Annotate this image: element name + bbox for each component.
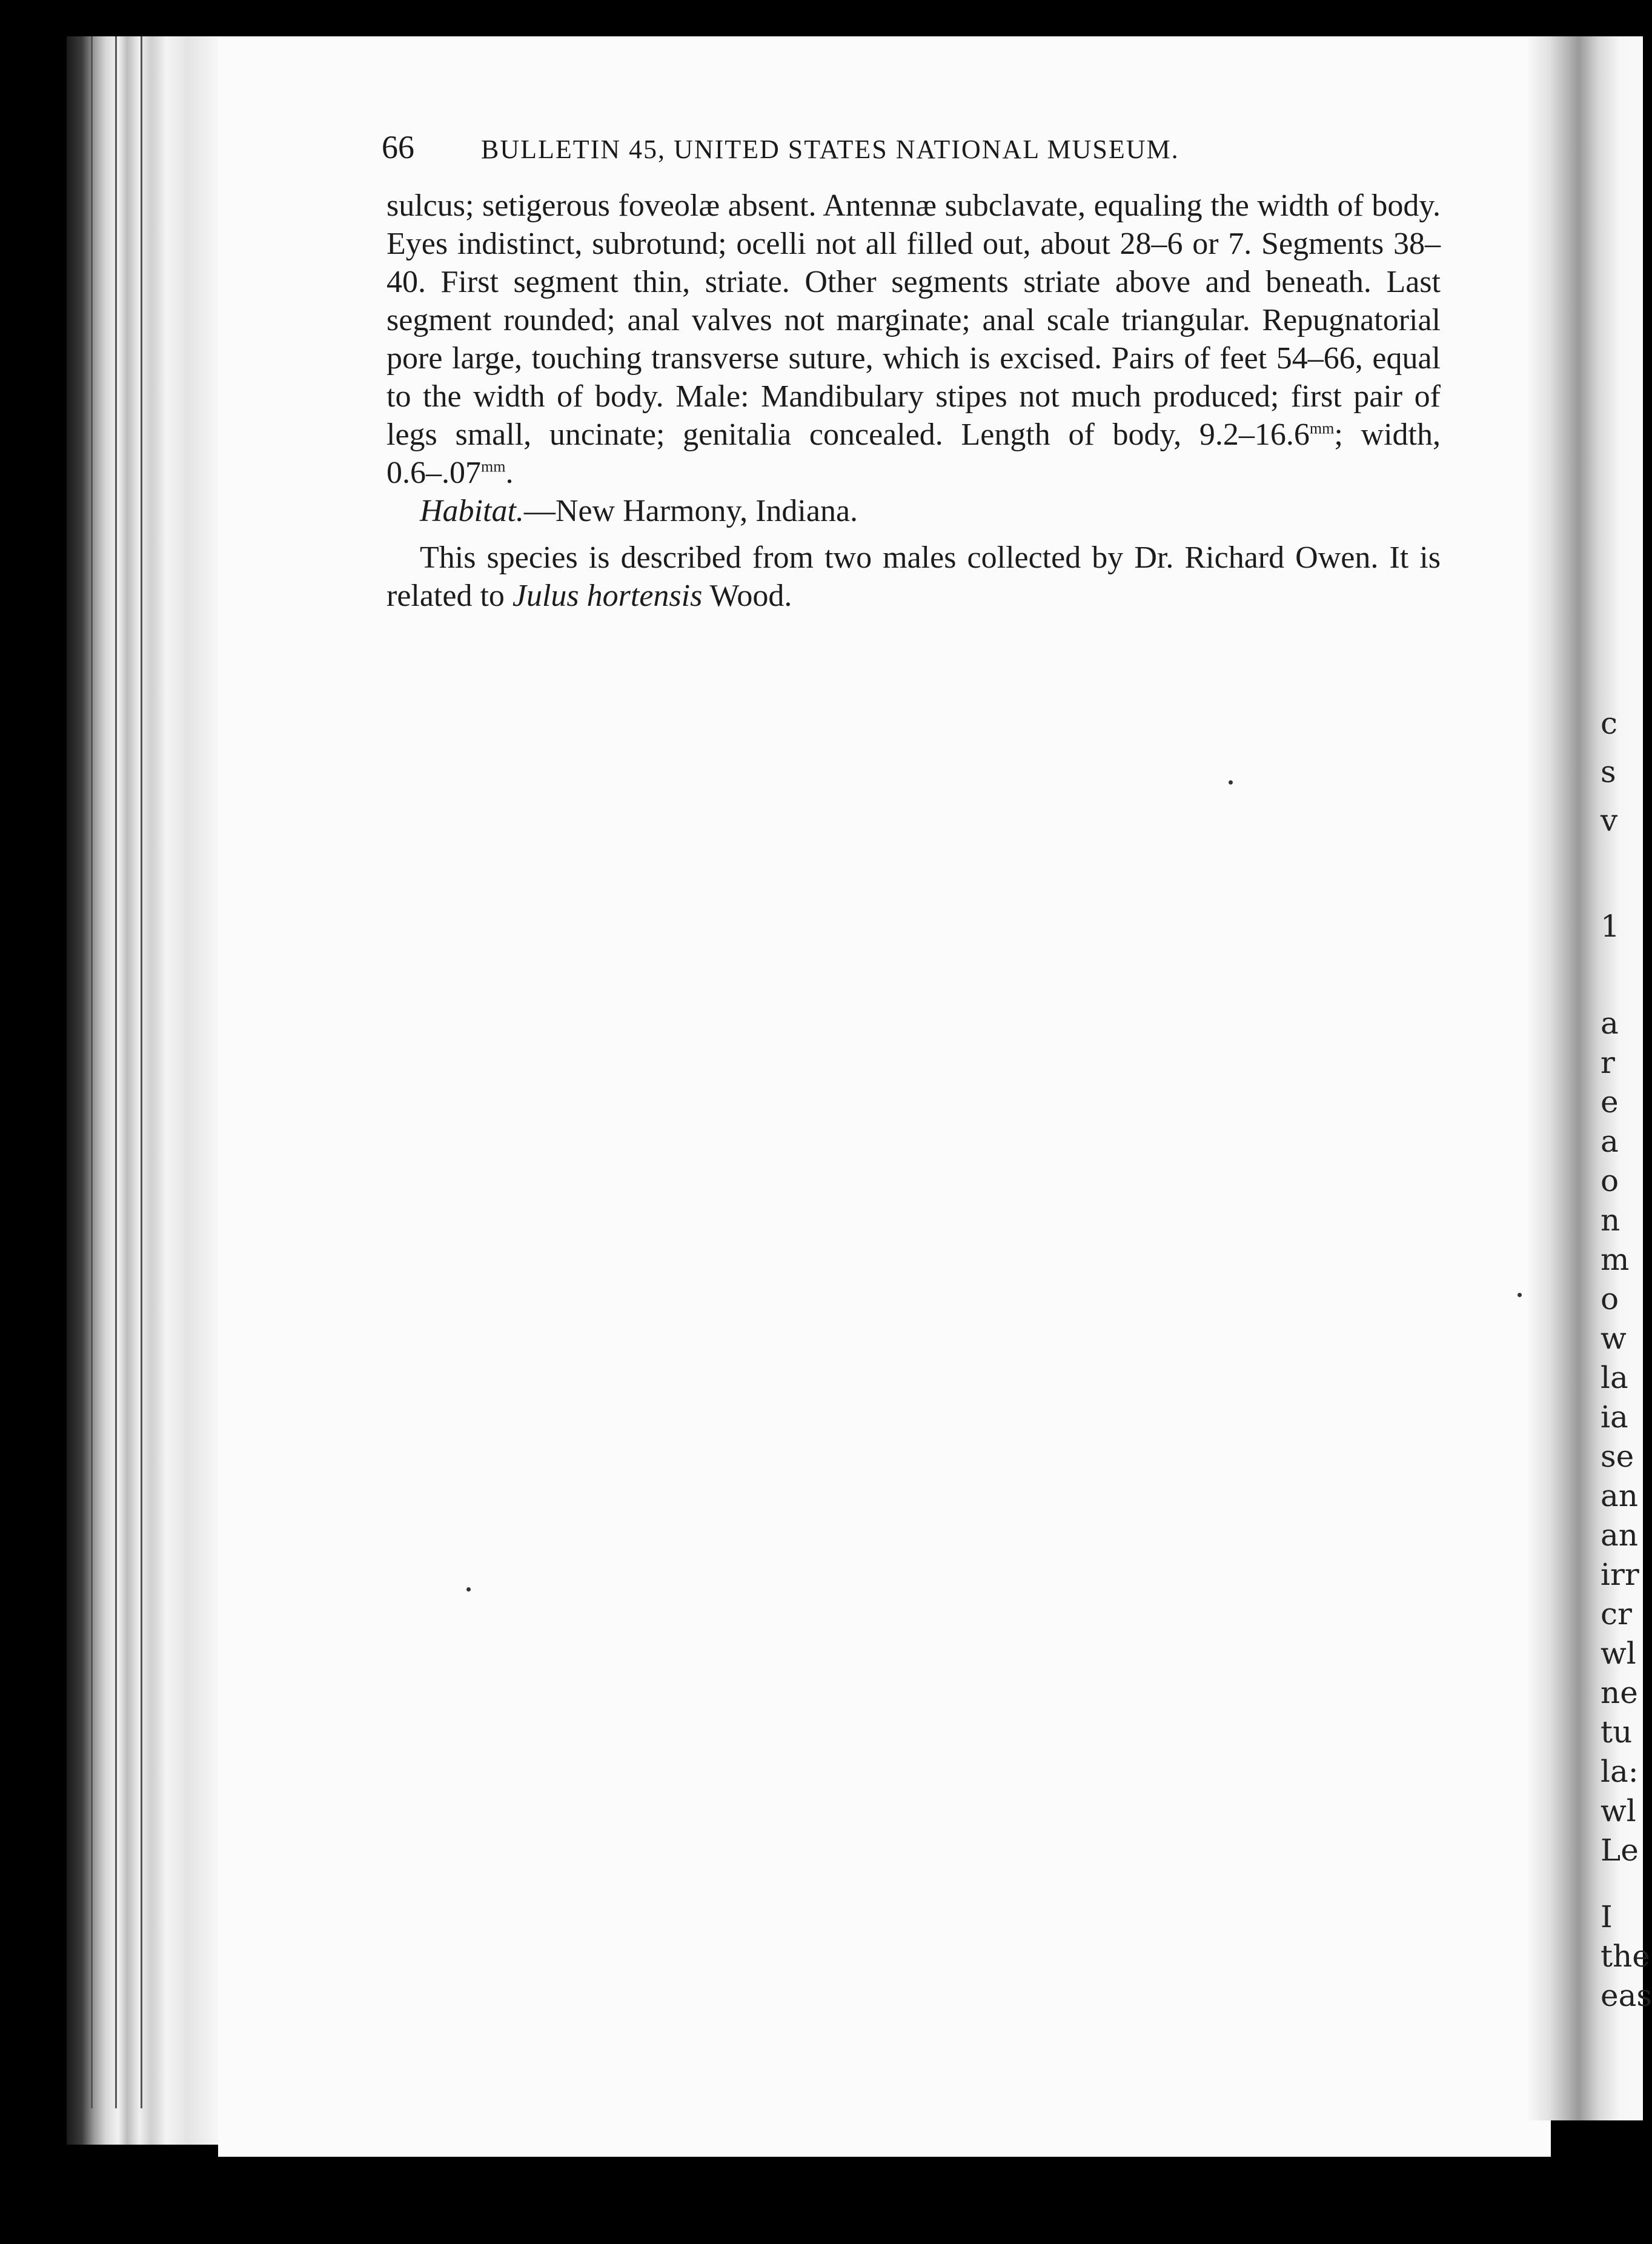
- facing-fragment: v: [1601, 803, 1618, 838]
- facing-fragment: r: [1601, 1045, 1615, 1080]
- binding-line: [141, 36, 142, 2108]
- habitat-line: [386, 492, 1441, 530]
- facing-fragment: n: [1601, 1203, 1620, 1238]
- facing-fragment: e: [1601, 1084, 1619, 1120]
- body-text: [386, 187, 1441, 615]
- facing-fragment: wl: [1601, 1636, 1636, 1671]
- book-binding-edge: [67, 36, 218, 2145]
- end-period: .: [505, 456, 514, 490]
- running-title: BULLETIN 45, UNITED STATES NATIONAL MUSEUM.: [481, 134, 1179, 164]
- facing-fragment: eas: [1601, 1978, 1652, 2013]
- facing-fragment: 1: [1601, 909, 1620, 944]
- facing-fragment: la: [1601, 1360, 1628, 1395]
- facing-fragment: ne: [1601, 1675, 1638, 1710]
- binding-line: [115, 36, 117, 2108]
- facing-fragment: se: [1601, 1439, 1634, 1474]
- running-header: [382, 128, 1442, 166]
- width-text: ; width, 0.6–.07: [386, 417, 1441, 490]
- habitat-label: Habitat.: [420, 494, 524, 528]
- facing-fragment: I: [1601, 1899, 1613, 1934]
- binding-line: [91, 36, 93, 2108]
- facing-fragment: the: [1601, 1939, 1650, 1974]
- facing-fragment: wl: [1601, 1793, 1636, 1828]
- facing-fragment: w: [1601, 1321, 1627, 1356]
- species-description: [386, 187, 1441, 492]
- scan-speck: [1518, 1293, 1522, 1297]
- scan-speck: [466, 1587, 471, 1592]
- species-name: Julus hortensis: [512, 579, 703, 613]
- facing-page-edge: [1527, 36, 1652, 2120]
- habitat-value: —New Harmony, Indiana.: [523, 494, 858, 528]
- facing-fragment: an: [1601, 1478, 1639, 1513]
- facing-fragment: m: [1601, 1242, 1630, 1277]
- facing-fragment: o: [1601, 1281, 1619, 1316]
- facing-fragment: cr: [1601, 1596, 1632, 1632]
- unit-superscript: mm: [481, 457, 506, 476]
- facing-fragment: s: [1601, 754, 1616, 789]
- facing-fragment: an: [1601, 1518, 1639, 1553]
- facing-fragment: o: [1601, 1163, 1619, 1198]
- facing-fragment: a: [1601, 1124, 1619, 1159]
- facing-fragment: Le: [1601, 1833, 1639, 1868]
- scan-speck: [1229, 780, 1233, 785]
- facing-fragment: c: [1601, 706, 1618, 741]
- note-paragraph: [386, 539, 1441, 615]
- unit-superscript: mm: [1309, 419, 1335, 437]
- facing-fragment: a: [1601, 1006, 1619, 1041]
- note-text: This species is described from two males collected by Dr. Richard Owen. It is related to: [386, 540, 1441, 613]
- facing-fragment: ia: [1601, 1399, 1628, 1435]
- description-text: sulcus; setigerous foveolæ absent. Antennæ subclavate, equaling the width of body. Eyes indistinct, subrotund; ocelli not all filled out, about 28–6 or 7. Segments 38–40. First segment thin, striate. Other segments striate above and beneath. Last segment rounded; anal valves not marginate; anal scale triangular. Repugnatorial pore large, touching transverse suture, which is excised. Pairs of feet 54–66, equal to the width of body. Male: Mandibulary stipes not much produced; first pair of legs small, uncinate; genitalia concealed. Length of body, 9.2–16.6: [386, 188, 1441, 452]
- facing-fragment: tu: [1601, 1715, 1633, 1750]
- facing-fragment: la:: [1601, 1754, 1639, 1789]
- page-number: 66: [382, 129, 414, 165]
- note-author: Wood.: [702, 579, 792, 613]
- facing-fragment: irr: [1601, 1557, 1639, 1592]
